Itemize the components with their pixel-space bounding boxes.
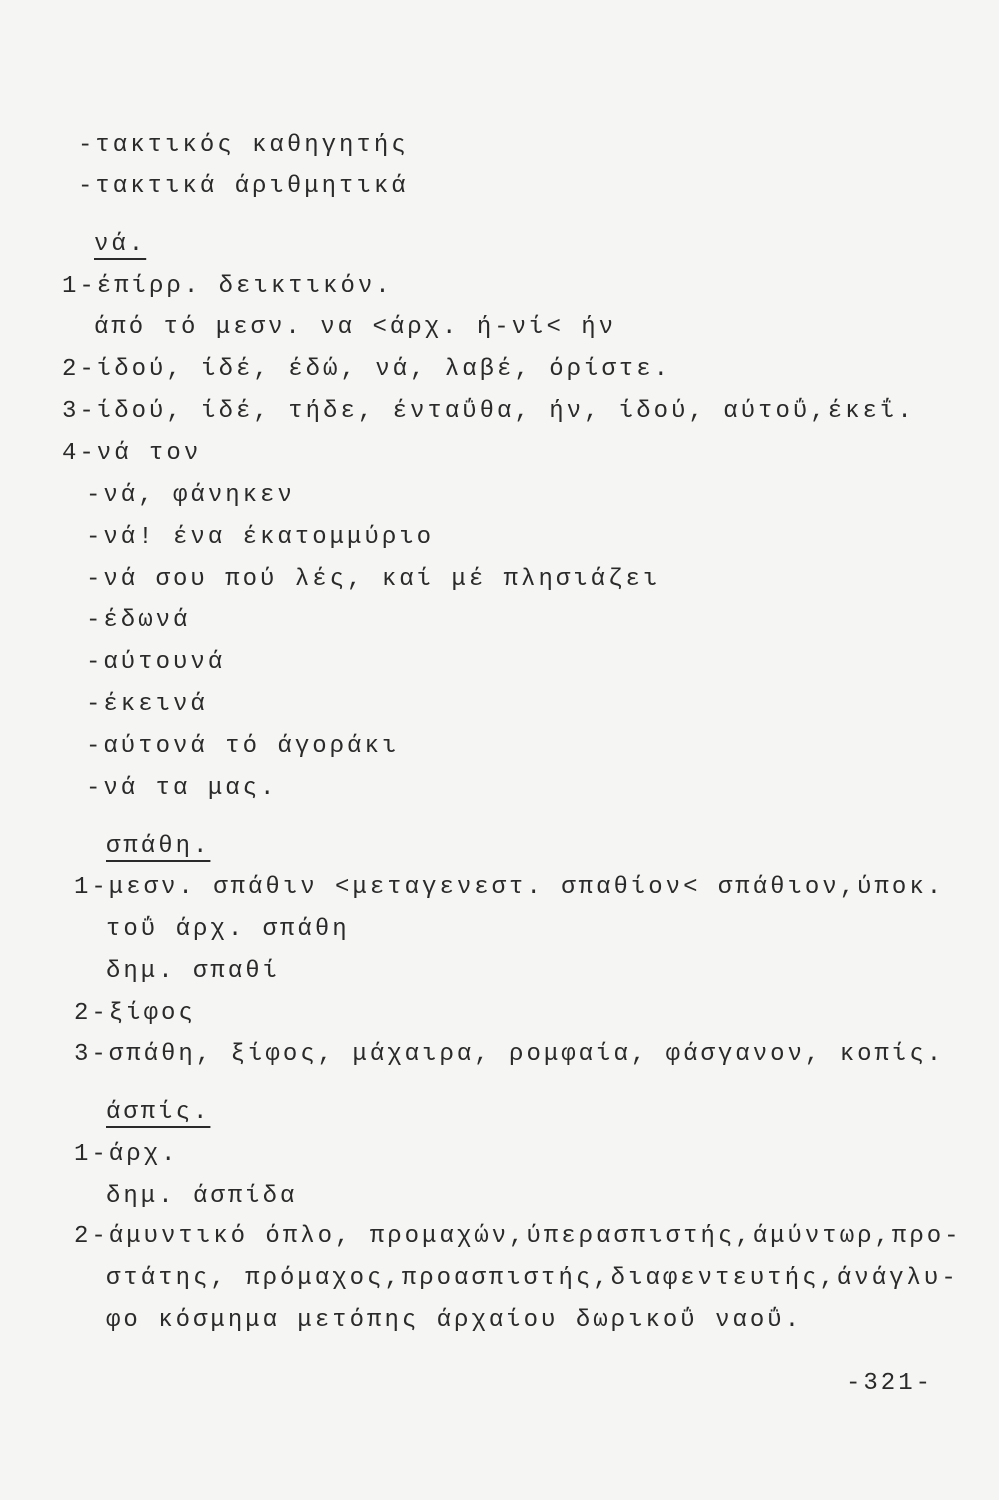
- entry-heading: άσπίς.: [106, 1099, 211, 1126]
- text-line: 1-έπίρρ. δεικτικόν.: [62, 273, 393, 300]
- text-line: στάτης, πρόμαχος,προασπιστής,διαφεντευτής,άνάγλυ-: [106, 1265, 959, 1292]
- page-number: -321-: [846, 1370, 934, 1397]
- text-line: -αύτουνά: [86, 649, 226, 676]
- text-line: 1-μεσν. σπάθιν <μεταγενεστ. σπαθίον< σπάθιον,ύποκ.: [74, 874, 945, 901]
- text-line: δημ. σπαθί: [106, 958, 281, 985]
- text-line: φο κόσμημα μετόπης άρχαίου δωρικοΰ ναοΰ.: [106, 1307, 803, 1334]
- text-line: δημ. άσπίδα: [106, 1183, 298, 1210]
- text-line: -τακτικός καθηγητής: [78, 132, 409, 159]
- text-line: 3-ίδού, ίδέ, τήδε, ένταΰθα, ήν, ίδού, αύτοΰ,έκεΐ.: [62, 398, 915, 425]
- text-line: 2-ξίφος: [74, 1000, 196, 1027]
- text-line: -έκεινά: [86, 691, 208, 718]
- text-line: -νά τα μας.: [86, 775, 278, 802]
- text-line: τοΰ άρχ. σπάθη: [106, 916, 350, 943]
- text-line: -τακτικά άριθμητικά: [78, 173, 409, 200]
- text-line: 2-άμυντικό όπλο, προμαχών,ύπερασπιστής,άμύντωρ,προ-: [74, 1223, 962, 1250]
- entry-heading: νά.: [94, 231, 147, 258]
- entry-heading: σπάθη.: [106, 833, 211, 860]
- text-line: -αύτονά τό άγοράκι: [86, 733, 400, 760]
- text-line: 3-σπάθη, ξίφος, μάχαιρα, ρομφαία, φάσγανον, κοπίς.: [74, 1041, 945, 1068]
- text-line: -νά, φάνηκεν: [86, 482, 295, 509]
- text-line: 1-άρχ.: [74, 1141, 179, 1168]
- text-line: 4-νά τον: [62, 440, 202, 467]
- text-line: -έδωνά: [86, 607, 191, 634]
- text-line: -νά! ένα έκατομμύριο: [86, 524, 435, 551]
- text-line: άπό τό μεσν. να <άρχ. ή-νί< ήν: [94, 314, 617, 341]
- text-line: -νά σου πού λές, καί μέ πλησιάζει: [86, 566, 661, 593]
- text-line: 2-ίδού, ίδέ, έδώ, νά, λαβέ, όρίστε.: [62, 356, 672, 383]
